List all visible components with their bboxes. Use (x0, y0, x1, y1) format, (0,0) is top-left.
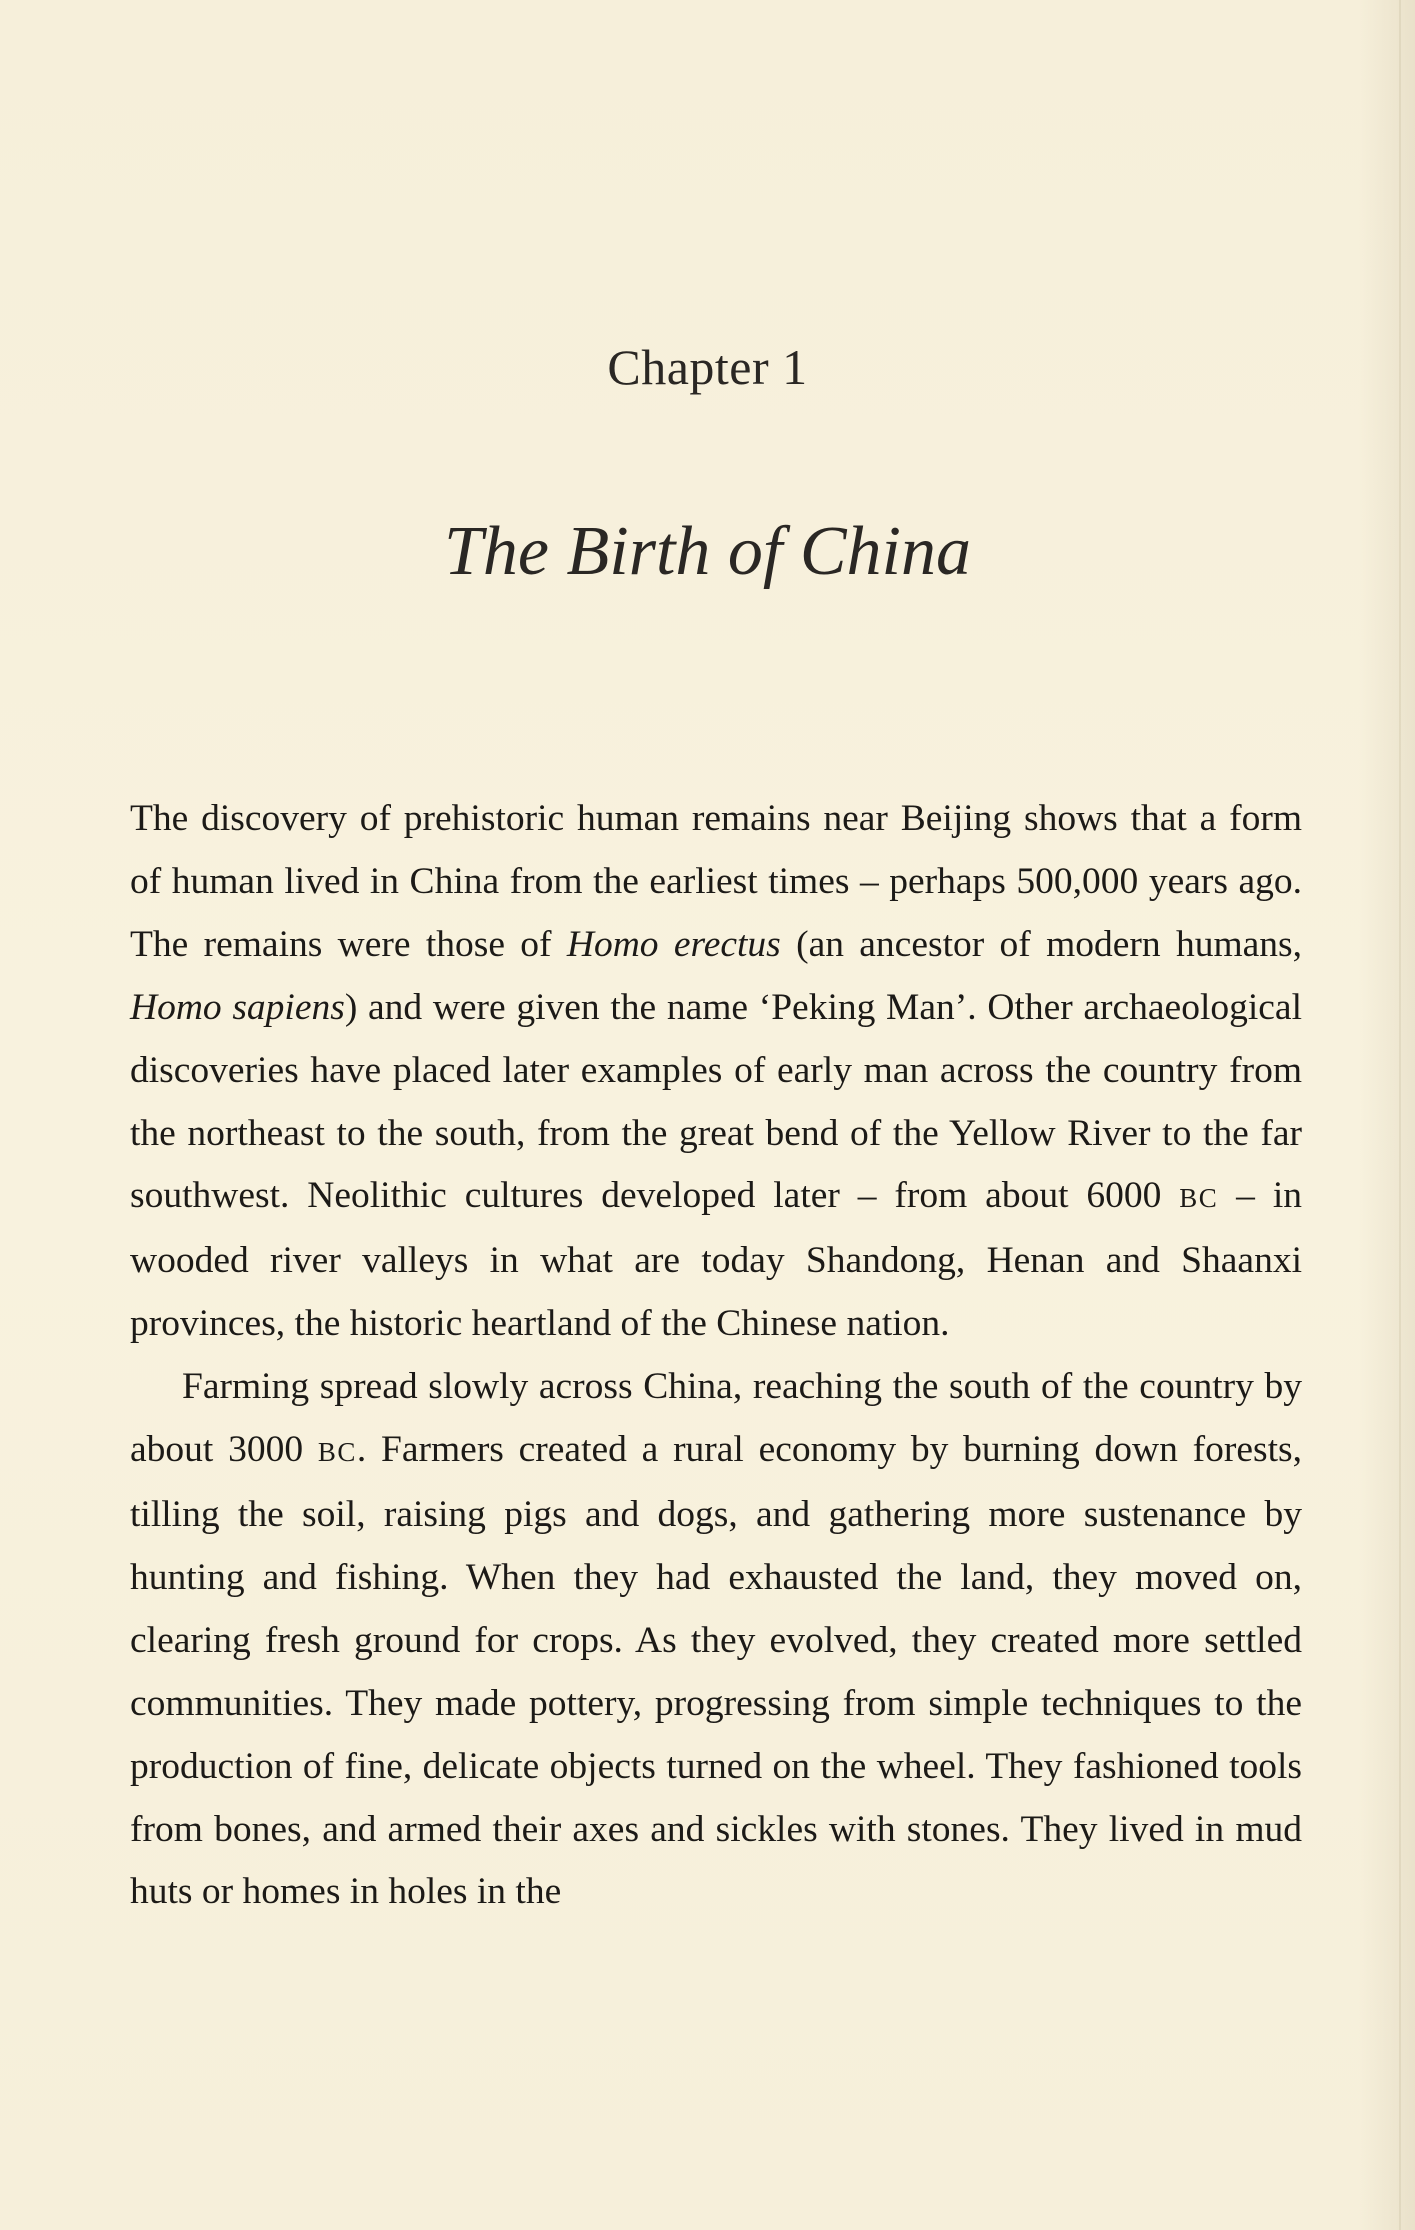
paragraph-1-text-4: – in wooded river valleys in what are today Shandong, Henan and Shaanxi provinces, the historic heartland of the Chinese nation. (130, 1175, 1302, 1345)
paragraph-1-italic-homo-erectus: Homo erectus (566, 923, 781, 965)
paragraph-2-text-1: Farming spread slowly across China, reaching the south of the country by about 3000 (130, 1366, 1302, 1471)
paragraph-1-text-3: ) and were given the name ‘Peking Man’. Other archaeological discoveries have placed later examples of early man across the country from the northeast to the south, from the great bend of the Yellow River to the far southwest. Neolithic cultures developed later – from about 6000 (130, 986, 1302, 1217)
paragraph-1 (130, 788, 1302, 1356)
paragraph-2-text-2: . Farmers created a rural economy by burning down forests, tilling the soil, raising pigs and dogs, and gathering more sustenance by hunting and fishing. When they had exhausted the land, they moved on, clearing fresh ground for crops. As they evolved, they created more settled communities. They made pottery, progressing from simple techniques to the production of fine, delicate objects turned on the wheel. They fashioned tools from bones, and armed their axes and sickles with stones. They lived in mud huts or homes in holes in the (130, 1429, 1302, 1913)
paragraph-2 (130, 1356, 1302, 1924)
paragraph-2-era-bc: BC (317, 1437, 357, 1468)
page-edge (1399, 0, 1401, 2230)
paragraph-1-era-bc: BC (1179, 1183, 1219, 1214)
chapter-title: The Birth of China (444, 513, 971, 590)
chapter-number: Chapter 1 (607, 339, 808, 395)
body-text (130, 788, 1302, 1924)
paragraph-1-text-2: (an ancestor of modern humans, (780, 923, 1303, 965)
paragraph-1-italic-homo-sapiens: Homo sapiens (130, 986, 345, 1028)
paragraph-1-text-1: The discovery of prehistoric human remains near Beijing shows that a form of human lived in China from the earliest times – perhaps 500,000 years ago. The remains were those of (130, 798, 1302, 965)
